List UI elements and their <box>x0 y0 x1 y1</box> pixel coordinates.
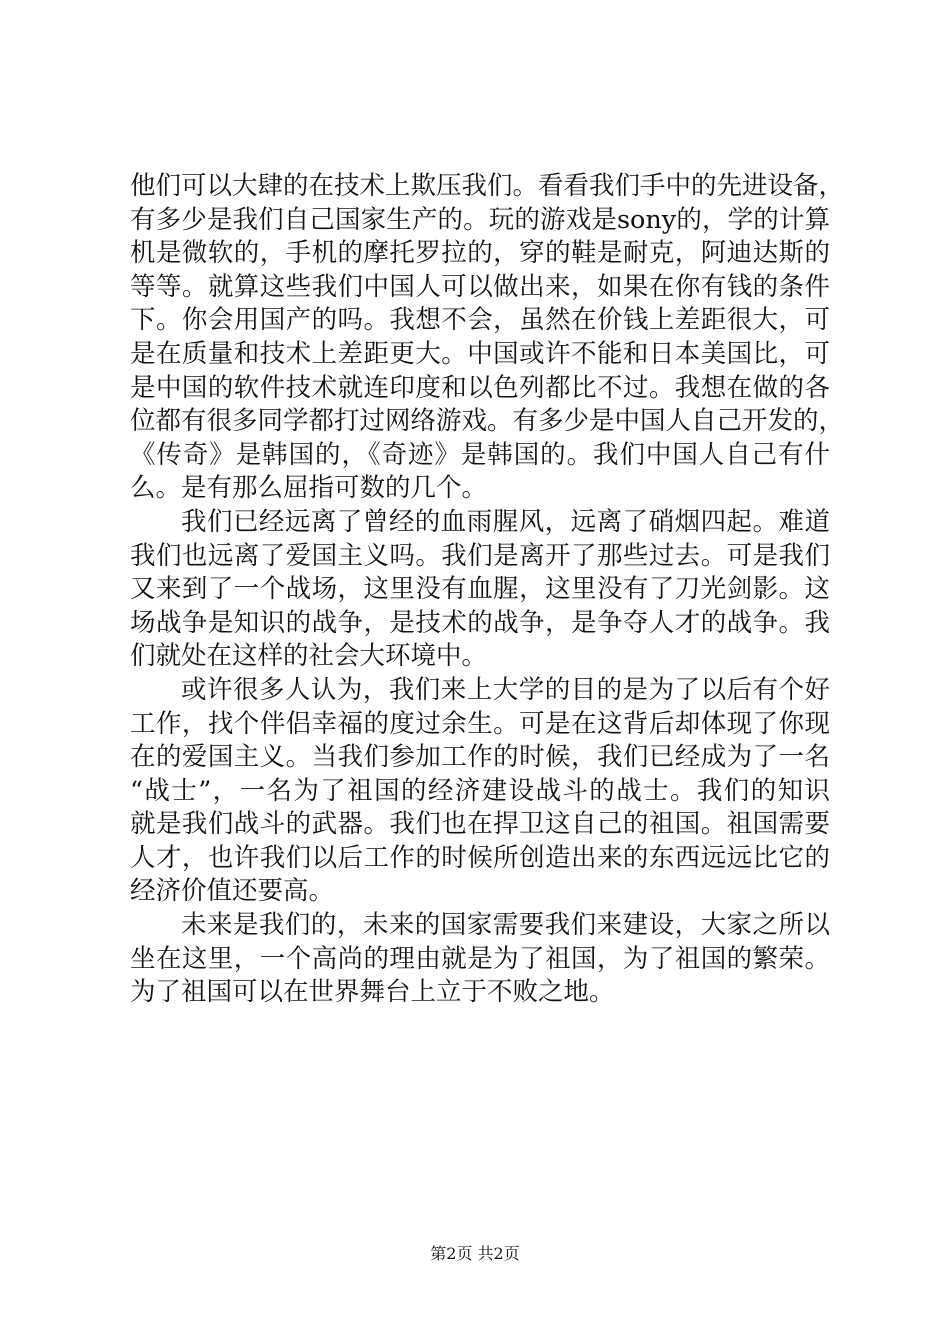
text-line: 工作，找个伴侣幸福的度过余生。可是在这背后却体现了你现 <box>130 708 830 739</box>
text-line: 就是我们战斗的武器。我们也在捍卫这自己的祖国。祖国需要 <box>130 809 830 840</box>
text-line: 位都有很多同学都打过网络游戏。有多少是中国人自己开发的， <box>130 406 845 437</box>
text-line: 在的爱国主义。当我们参加工作的时候，我们已经成为了一名 <box>130 742 830 773</box>
text-line: 他们可以大肆的在技术上欺压我们。看看我们手中的先进设备， <box>130 171 845 201</box>
text-line: 未来是我们的，未来的国家需要我们来建设，大家之所以 <box>181 910 830 941</box>
text-line: 有多少是我们自己国家生产的。玩的游戏是sony的，学的计算 <box>130 204 830 235</box>
document-body <box>130 170 845 1010</box>
text-line: 经济价值还要高。 <box>130 876 335 907</box>
text-line: 人才，也许我们以后工作的时候所创造出来的东西远远比它的 <box>130 842 830 873</box>
paragraph <box>130 506 830 674</box>
paragraph <box>130 909 830 1010</box>
text-line: 我们也远离了爱国主义吗。我们是离开了那些过去。可是我们 <box>130 540 830 571</box>
text-line: 我们已经远离了曾经的血雨腥风，远离了硝烟四起。难道 <box>181 506 830 537</box>
text-line: 《传奇》是韩国的，《奇迹》是韩国的。我们中国人自己有什 <box>130 439 830 470</box>
text-line: 或许很多人认为，我们来上大学的目的是为了以后有个好 <box>181 674 830 705</box>
page-number-footer: 第2页 共2页 <box>430 1244 520 1263</box>
text-line: 是中国的软件技术就连印度和以色列都比不过。我想在做的各 <box>130 372 830 403</box>
text-line: 们就处在这样的社会大环境中。 <box>130 641 488 672</box>
paragraph <box>130 170 845 506</box>
text-line: 又来到了一个战场，这里没有血腥，这里没有了刀光剑影。这 <box>130 574 830 605</box>
text-line: 下。你会用国产的吗。我想不会，虽然在价钱上差距很大，可 <box>130 305 830 336</box>
text-line: 是在质量和技术上差距更大。中国或许不能和日本美国比，可 <box>130 338 830 369</box>
paragraph <box>130 674 830 909</box>
text-line: 机是微软的，手机的摩托罗拉的，穿的鞋是耐克，阿迪达斯的 <box>130 238 830 269</box>
text-line: 坐在这里，一个高尚的理由就是为了祖国，为了祖国的繁荣。 <box>130 943 830 974</box>
text-line: 么。是有那么屈指可数的几个。 <box>130 473 488 504</box>
text-line: 场战争是知识的战争，是技术的战争，是争夺人才的战争。我 <box>130 607 830 638</box>
text-line: 等等。就算这些我们中国人可以做出来，如果在你有钱的条件 <box>130 271 830 302</box>
text-line: “战士”，一名为了祖国的经济建设战斗的战士。我们的知识 <box>130 775 830 806</box>
text-line: 为了祖国可以在世界舞台上立于不败之地。 <box>130 977 615 1008</box>
